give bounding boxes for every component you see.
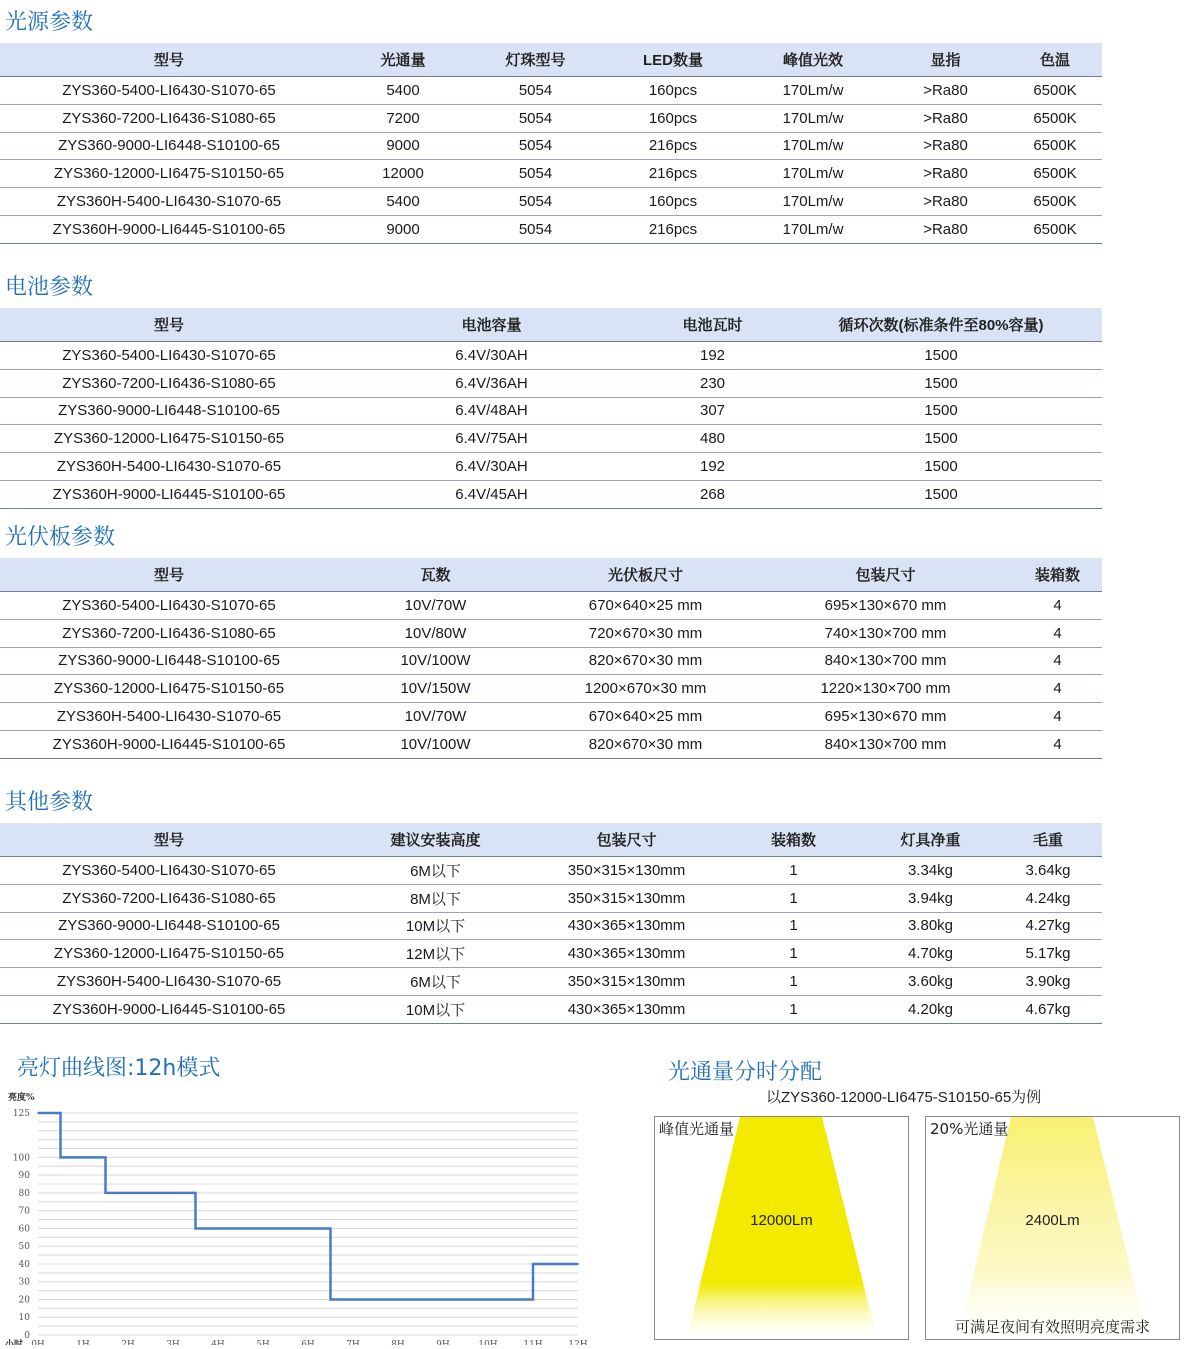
pv-header-cell: 型号: [0, 558, 338, 592]
pv-cell: 740×130×700 mm: [758, 619, 1013, 647]
y-tick-label: 60: [18, 1224, 30, 1235]
pv-cell: ZYS360-7200-LI6436-S1080-65: [0, 619, 338, 647]
battery-cell: ZYS360-5400-LI6430-S1070-65: [0, 342, 338, 370]
pv-cell: 10V/100W: [338, 647, 533, 675]
battery-header-cell: 电池容量: [338, 308, 645, 342]
x-tick-label: 6H: [301, 1340, 315, 1345]
other-cell: 430×365×130mm: [533, 940, 720, 968]
table-row: [0, 675, 1102, 703]
data-point: [105, 1192, 107, 1194]
other-cell: ZYS360-5400-LI6430-S1070-65: [0, 857, 338, 885]
other-cell: 3.60kg: [867, 968, 994, 996]
y-tick-label: 40: [18, 1259, 30, 1270]
other-cell: 350×315×130mm: [533, 968, 720, 996]
light-header-cell: 光通量: [338, 43, 468, 77]
light-cell: 6500K: [1008, 132, 1102, 160]
table-row: [0, 995, 1102, 1023]
x-tick-label: 8H: [391, 1340, 405, 1345]
x-tick-label: 3H: [166, 1340, 180, 1345]
other-cell: 430×365×130mm: [533, 912, 720, 940]
flux-note: 可满足夜间有效照明亮度需求: [954, 1318, 1150, 1336]
other-cell: 350×315×130mm: [533, 884, 720, 912]
light-cell: 170Lm/w: [743, 132, 883, 160]
pv-cell: 820×670×30 mm: [533, 647, 758, 675]
pv-cell: 695×130×670 mm: [758, 592, 1013, 620]
other-cell: 3.80kg: [867, 912, 994, 940]
light-cell: 6500K: [1008, 188, 1102, 216]
battery-cell: ZYS360-7200-LI6436-S1080-65: [0, 369, 338, 397]
data-point: [532, 1299, 534, 1301]
battery-cell: 1500: [780, 397, 1102, 425]
section-title-pv: 光伏板参数: [5, 525, 116, 550]
y-tick-label: 90: [18, 1171, 30, 1182]
light-cell: 170Lm/w: [743, 77, 883, 105]
table-row: [0, 619, 1102, 647]
battery-cell: 1500: [780, 369, 1102, 397]
light-cell: 160pcs: [603, 104, 743, 132]
pv-cell: 720×670×30 mm: [533, 619, 758, 647]
light-cell: ZYS360-9000-LI6448-S10100-65: [0, 132, 338, 160]
x-tick-label: 2H: [121, 1340, 135, 1345]
peak-flux-value: 12000Lm: [750, 1212, 813, 1229]
table-row: [0, 160, 1102, 188]
light-cell: 9000: [338, 132, 468, 160]
battery-cell: ZYS360-12000-LI6475-S10150-65: [0, 425, 338, 453]
light-cell: 5054: [468, 215, 603, 243]
x-tick-label: 7H: [346, 1340, 360, 1345]
battery-cell: 6.4V/75AH: [338, 425, 645, 453]
table-row: [0, 425, 1102, 453]
battery-cell: 6.4V/30AH: [338, 342, 645, 370]
pv-cell: 4: [1013, 592, 1102, 620]
battery-cell: 268: [645, 480, 780, 508]
y-axis-label: 亮度%: [8, 1093, 35, 1103]
data-point: [195, 1228, 197, 1230]
pv-cell: 820×670×30 mm: [533, 730, 758, 758]
pv-cell: 670×640×25 mm: [533, 592, 758, 620]
pv-cell: 840×130×700 mm: [758, 730, 1013, 758]
light-cell: ZYS360H-5400-LI6430-S1070-65: [0, 188, 338, 216]
light-cell: 6500K: [1008, 215, 1102, 243]
battery-header-cell: 循环次数(标准条件至80%容量): [780, 308, 1102, 342]
battery-spec-table: [0, 308, 1102, 509]
pv-cell: 4: [1013, 619, 1102, 647]
peak-flux-label: 峰值光通量: [659, 1120, 735, 1138]
light-cell: >Ra80: [883, 188, 1008, 216]
table-row: [0, 592, 1102, 620]
light-cell: >Ra80: [883, 104, 1008, 132]
table-row: [0, 453, 1102, 481]
other-header-cell: 建议安装高度: [338, 823, 533, 857]
battery-cell: 230: [645, 369, 780, 397]
section-title-other: 其他参数: [5, 790, 94, 815]
other-cell: 4.20kg: [867, 995, 994, 1023]
other-cell: ZYS360-12000-LI6475-S10150-65: [0, 940, 338, 968]
battery-cell: 6.4V/45AH: [338, 480, 645, 508]
data-point: [330, 1299, 332, 1301]
x-tick-label: 10H: [478, 1340, 498, 1345]
other-cell: 10M以下: [338, 995, 533, 1023]
data-point: [60, 1112, 62, 1114]
data-point: [105, 1157, 107, 1159]
y-tick-label: 0: [24, 1331, 30, 1341]
other-cell: 1: [720, 995, 867, 1023]
light-cell: 216pcs: [603, 132, 743, 160]
other-cell: 3.90kg: [994, 968, 1102, 996]
light-header-cell: 峰值光效: [743, 43, 883, 77]
light-cell: ZYS360-7200-LI6436-S1080-65: [0, 104, 338, 132]
pv-cell: ZYS360-5400-LI6430-S1070-65: [0, 592, 338, 620]
battery-cell: ZYS360H-5400-LI6430-S1070-65: [0, 453, 338, 481]
data-point: [330, 1228, 332, 1230]
pv-cell: 840×130×700 mm: [758, 647, 1013, 675]
pv-header-cell: 光伏板尺寸: [533, 558, 758, 592]
light-cell: 5400: [338, 188, 468, 216]
light-cell: 160pcs: [603, 188, 743, 216]
other-cell: 12M以下: [338, 940, 533, 968]
x-axis-label: 小时: [5, 1340, 24, 1345]
flux-title: 光通量分时分配: [668, 1060, 823, 1085]
other-cell: 3.64kg: [994, 857, 1102, 885]
table-row: [0, 912, 1102, 940]
data-point: [577, 1263, 579, 1265]
other-spec-table: [0, 823, 1102, 1024]
battery-cell: ZYS360-9000-LI6448-S10100-65: [0, 397, 338, 425]
battery-header-cell: 电池瓦时: [645, 308, 780, 342]
table-row: [0, 480, 1102, 508]
light-cell: >Ra80: [883, 215, 1008, 243]
lighting-curve-chart: [0, 1085, 600, 1345]
data-point: [195, 1192, 197, 1194]
other-cell: 3.94kg: [867, 884, 994, 912]
section-title-light: 光源参数: [5, 10, 94, 35]
other-cell: 4.70kg: [867, 940, 994, 968]
pv-spec-table: [0, 558, 1102, 759]
light-header-cell: 色温: [1008, 43, 1102, 77]
data-point: [60, 1157, 62, 1159]
pv-header-cell: 包装尺寸: [758, 558, 1013, 592]
light-cell: 170Lm/w: [743, 104, 883, 132]
y-tick-label: 100: [12, 1153, 30, 1164]
x-tick-label: 11H: [523, 1340, 543, 1345]
light-cell: 5054: [468, 160, 603, 188]
x-tick-label: 9H: [436, 1340, 450, 1345]
battery-cell: 1500: [780, 480, 1102, 508]
other-header-cell: 型号: [0, 823, 338, 857]
chart-title: 亮灯曲线图:12h模式: [17, 1056, 221, 1081]
other-cell: 4.27kg: [994, 912, 1102, 940]
other-header-cell: 包装尺寸: [533, 823, 720, 857]
pv-cell: 4: [1013, 730, 1102, 758]
light-cell: 6500K: [1008, 104, 1102, 132]
other-cell: 1: [720, 940, 867, 968]
other-cell: 350×315×130mm: [533, 857, 720, 885]
table-row: [0, 940, 1102, 968]
x-tick-label: 12H: [568, 1340, 588, 1345]
x-tick-label: 5H: [256, 1340, 270, 1345]
light-cell: ZYS360-12000-LI6475-S10150-65: [0, 160, 338, 188]
pv-cell: ZYS360H-9000-LI6445-S10100-65: [0, 730, 338, 758]
table-row: [0, 342, 1102, 370]
low-flux-label: 20%光通量: [930, 1120, 1009, 1138]
light-cell: 5054: [468, 188, 603, 216]
light-cell: ZYS360-5400-LI6430-S1070-65: [0, 77, 338, 105]
light-cell: 170Lm/w: [743, 188, 883, 216]
low-flux-value: 2400Lm: [1025, 1212, 1080, 1229]
other-header-cell: 灯具净重: [867, 823, 994, 857]
table-row: [0, 215, 1102, 243]
data-point: [532, 1263, 534, 1265]
light-cell: 9000: [338, 215, 468, 243]
other-cell: 1: [720, 884, 867, 912]
y-tick-label: 80: [18, 1188, 30, 1199]
other-cell: ZYS360-9000-LI6448-S10100-65: [0, 912, 338, 940]
light-header-cell: LED数量: [603, 43, 743, 77]
pv-cell: ZYS360-12000-LI6475-S10150-65: [0, 675, 338, 703]
other-cell: 8M以下: [338, 884, 533, 912]
table-row: [0, 77, 1102, 105]
x-tick-label: 0H: [31, 1340, 45, 1345]
table-row: [0, 703, 1102, 731]
light-cell: >Ra80: [883, 132, 1008, 160]
other-cell: 430×365×130mm: [533, 995, 720, 1023]
y-tick-label: 10: [18, 1313, 30, 1324]
light-spec-table: [0, 43, 1102, 244]
table-row: [0, 397, 1102, 425]
light-cell: 216pcs: [603, 160, 743, 188]
y-tick-label: 20: [18, 1295, 30, 1306]
table-row: [0, 884, 1102, 912]
pv-cell: 4: [1013, 647, 1102, 675]
other-header-cell: 毛重: [994, 823, 1102, 857]
other-cell: 5.17kg: [994, 940, 1102, 968]
brightness-step-line: [38, 1113, 578, 1299]
light-cell: >Ra80: [883, 160, 1008, 188]
battery-cell: 1500: [780, 342, 1102, 370]
battery-cell: ZYS360H-9000-LI6445-S10100-65: [0, 480, 338, 508]
light-cell: 6500K: [1008, 160, 1102, 188]
y-tick-label: 30: [18, 1277, 30, 1288]
table-row: [0, 857, 1102, 885]
light-cell: 5400: [338, 77, 468, 105]
other-cell: 1: [720, 857, 867, 885]
low-flux-panel: [925, 1116, 1180, 1340]
peak-flux-panel: [654, 1116, 909, 1340]
other-cell: 6M以下: [338, 857, 533, 885]
battery-cell: 307: [645, 397, 780, 425]
pv-cell: 1220×130×700 mm: [758, 675, 1013, 703]
light-cell: 160pcs: [603, 77, 743, 105]
other-cell: ZYS360-7200-LI6436-S1080-65: [0, 884, 338, 912]
x-tick-label: 4H: [211, 1340, 225, 1345]
light-cell: 5054: [468, 132, 603, 160]
pv-cell: 4: [1013, 675, 1102, 703]
lighting-curve-svg: [0, 1085, 600, 1345]
light-cell: 170Lm/w: [743, 215, 883, 243]
pv-cell: 10V/70W: [338, 592, 533, 620]
battery-cell: 1500: [780, 425, 1102, 453]
battery-cell: 6.4V/36AH: [338, 369, 645, 397]
light-cell: 216pcs: [603, 215, 743, 243]
battery-cell: 6.4V/30AH: [338, 453, 645, 481]
pv-cell: 10V/100W: [338, 730, 533, 758]
y-tick-label: 50: [18, 1242, 30, 1253]
other-cell: ZYS360H-5400-LI6430-S1070-65: [0, 968, 338, 996]
pv-cell: ZYS360H-5400-LI6430-S1070-65: [0, 703, 338, 731]
pv-header-cell: 瓦数: [338, 558, 533, 592]
other-header-cell: 装箱数: [720, 823, 867, 857]
section-title-battery: 电池参数: [5, 275, 94, 300]
table-row: [0, 104, 1102, 132]
battery-cell: 480: [645, 425, 780, 453]
pv-cell: 4: [1013, 703, 1102, 731]
light-cell: 5054: [468, 77, 603, 105]
pv-cell: 670×640×25 mm: [533, 703, 758, 731]
pv-cell: 1200×670×30 mm: [533, 675, 758, 703]
light-cell: 6500K: [1008, 77, 1102, 105]
light-cell: 12000: [338, 160, 468, 188]
x-tick-label: 1H: [76, 1340, 90, 1345]
other-cell: ZYS360H-9000-LI6445-S10100-65: [0, 995, 338, 1023]
other-cell: 3.34kg: [867, 857, 994, 885]
light-header-cell: 灯珠型号: [468, 43, 603, 77]
pv-cell: 10V/70W: [338, 703, 533, 731]
table-row: [0, 132, 1102, 160]
other-cell: 1: [720, 912, 867, 940]
table-row: [0, 188, 1102, 216]
y-tick-label: 70: [18, 1206, 30, 1217]
pv-cell: ZYS360-9000-LI6448-S10100-65: [0, 647, 338, 675]
pv-cell: 695×130×670 mm: [758, 703, 1013, 731]
other-cell: 1: [720, 968, 867, 996]
other-cell: 10M以下: [338, 912, 533, 940]
y-tick-label: 125: [12, 1109, 30, 1119]
battery-header-cell: 型号: [0, 308, 338, 342]
battery-cell: 192: [645, 453, 780, 481]
pv-cell: 10V/150W: [338, 675, 533, 703]
light-header-cell: 型号: [0, 43, 338, 77]
light-cell: 170Lm/w: [743, 160, 883, 188]
table-row: [0, 369, 1102, 397]
pv-header-cell: 装箱数: [1013, 558, 1102, 592]
table-row: [0, 647, 1102, 675]
table-row: [0, 968, 1102, 996]
other-cell: 4.24kg: [994, 884, 1102, 912]
flux-subtitle: 以ZYS360-12000-LI6475-S10150-65为例: [766, 1089, 1042, 1106]
other-cell: 4.67kg: [994, 995, 1102, 1023]
light-cell: ZYS360H-9000-LI6445-S10100-65: [0, 215, 338, 243]
light-header-cell: 显指: [883, 43, 1008, 77]
other-cell: 6M以下: [338, 968, 533, 996]
light-cell: 5054: [468, 104, 603, 132]
light-cell: >Ra80: [883, 77, 1008, 105]
battery-cell: 1500: [780, 453, 1102, 481]
table-row: [0, 730, 1102, 758]
light-cell: 7200: [338, 104, 468, 132]
battery-cell: 6.4V/48AH: [338, 397, 645, 425]
battery-cell: 192: [645, 342, 780, 370]
data-point: [37, 1112, 39, 1114]
pv-cell: 10V/80W: [338, 619, 533, 647]
